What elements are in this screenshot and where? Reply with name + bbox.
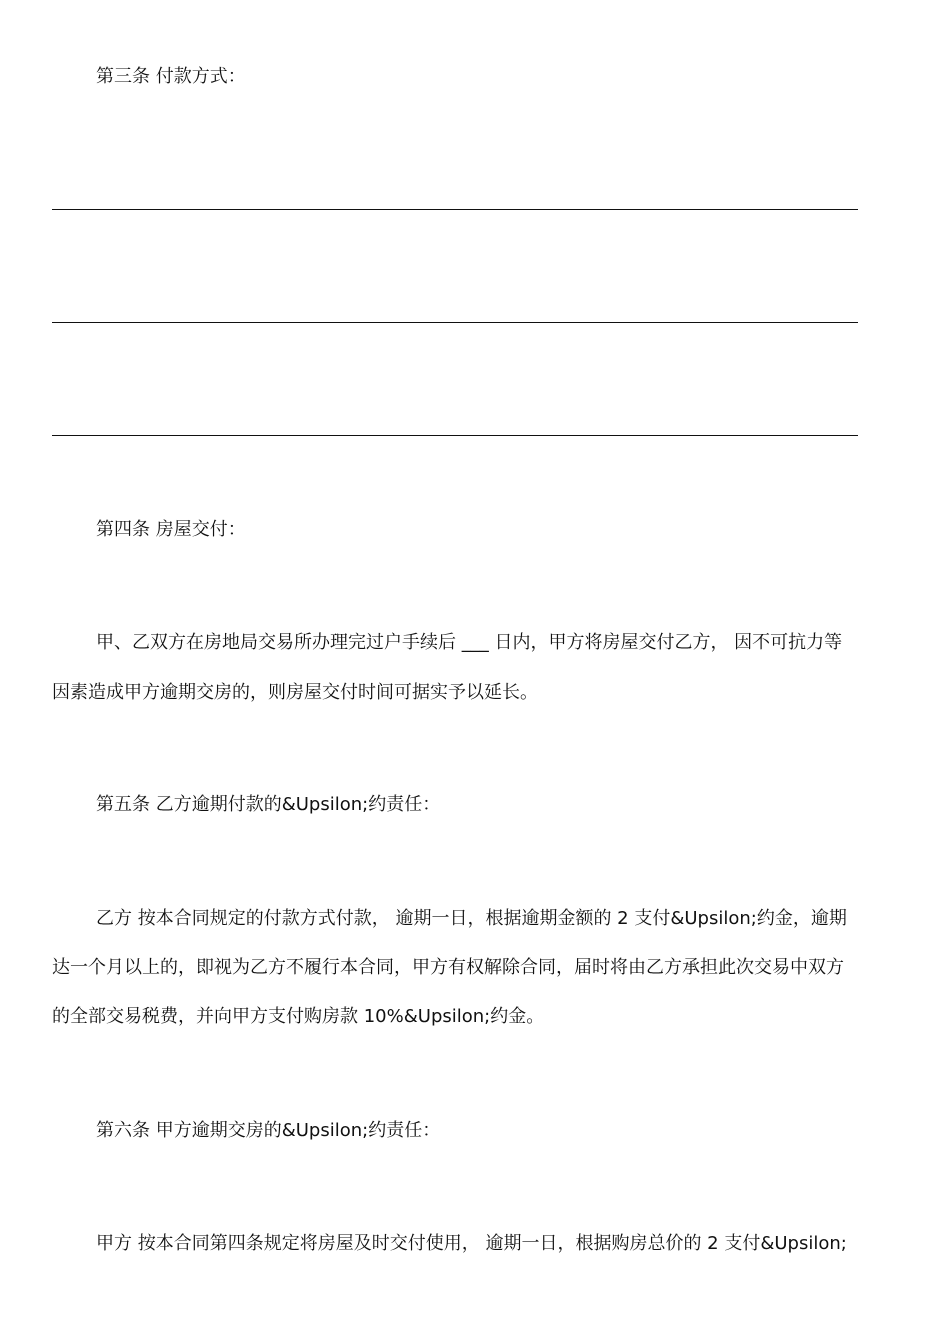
article-3-heading: 第三条 付款方式： — [96, 66, 246, 87]
article-6-heading: 第六条 甲方逾期交房的&Upsilon;约责任： — [96, 1120, 441, 1141]
article-4-heading: 第四条 房屋交付： — [96, 519, 246, 540]
blank-fill-line-2 — [52, 322, 858, 323]
article-6-paragraph-line: 甲方 按本合同第四条规定将房屋及时交付使用， 逾期一日，根据购房总价的 2 支付&Upsilon; — [96, 1233, 847, 1254]
article-4-paragraph-line: 因素造成甲方逾期交房的，则房屋交付时间可据实予以延长。 — [52, 682, 538, 703]
article-5-paragraph-line: 达一个月以上的，即视为乙方不履行本合同，甲方有权解除合同，届时将由乙方承担此次交易中双方 — [52, 957, 844, 978]
article-5-heading: 第五条 乙方逾期付款的&Upsilon;约责任： — [96, 794, 441, 815]
blank-fill-line-3 — [52, 435, 858, 436]
blank-fill-line-1 — [52, 209, 858, 210]
article-5-paragraph-line: 的全部交易税费，并向甲方支付购房款 10%&Upsilon;约金。 — [52, 1006, 545, 1027]
article-4-paragraph-line: 甲、乙双方在房地局交易所办理完过户手续后 ___ 日内，甲方将房屋交付乙方， 因不可抗力等 — [96, 632, 843, 653]
article-5-paragraph-line: 乙方 按本合同规定的付款方式付款， 逾期一日，根据逾期金额的 2 支付&Upsilon;约金，逾期 — [96, 908, 847, 929]
